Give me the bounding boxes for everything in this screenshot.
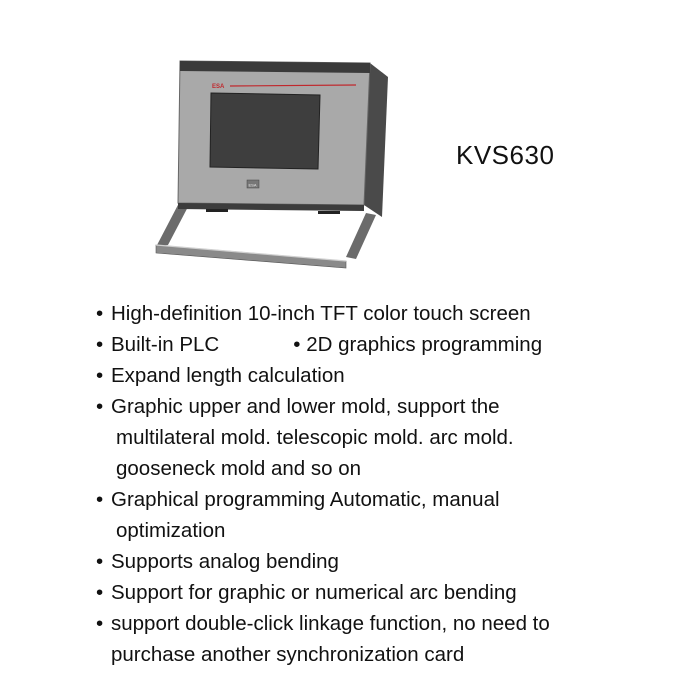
model-title: KVS630 — [456, 140, 555, 170]
feature-item: • Supports analog bending — [96, 546, 686, 577]
foot-right — [318, 211, 340, 214]
feature-item: • High-definition 10-inch TFT color touch screen — [96, 298, 686, 329]
feature-item-inline: • 2D graphics programming — [293, 329, 542, 360]
feature-item: • Built-in PLC • 2D graphics programming — [96, 329, 686, 360]
foot-left — [206, 209, 228, 212]
feature-item: • support double-click linkage function, no need to purchase another synchronization card — [96, 608, 686, 670]
product-image — [150, 55, 395, 270]
brand-logo: ESA — [212, 84, 225, 90]
keypad-logo: ESA — [248, 182, 257, 188]
feature-item: • Graphical programming Automatic, manual optimization — [96, 484, 686, 546]
feature-item: • Graphic upper and lower mold, support the multilateral mold. telescopic mold. arc mold. gooseneck mold and so on — [96, 391, 686, 484]
handle-bar — [156, 201, 376, 268]
feature-list — [96, 298, 686, 670]
feature-item: • Expand length calculation — [96, 360, 686, 391]
touch-screen — [210, 93, 320, 169]
feature-item: • Support for graphic or numerical arc bending — [96, 577, 686, 608]
